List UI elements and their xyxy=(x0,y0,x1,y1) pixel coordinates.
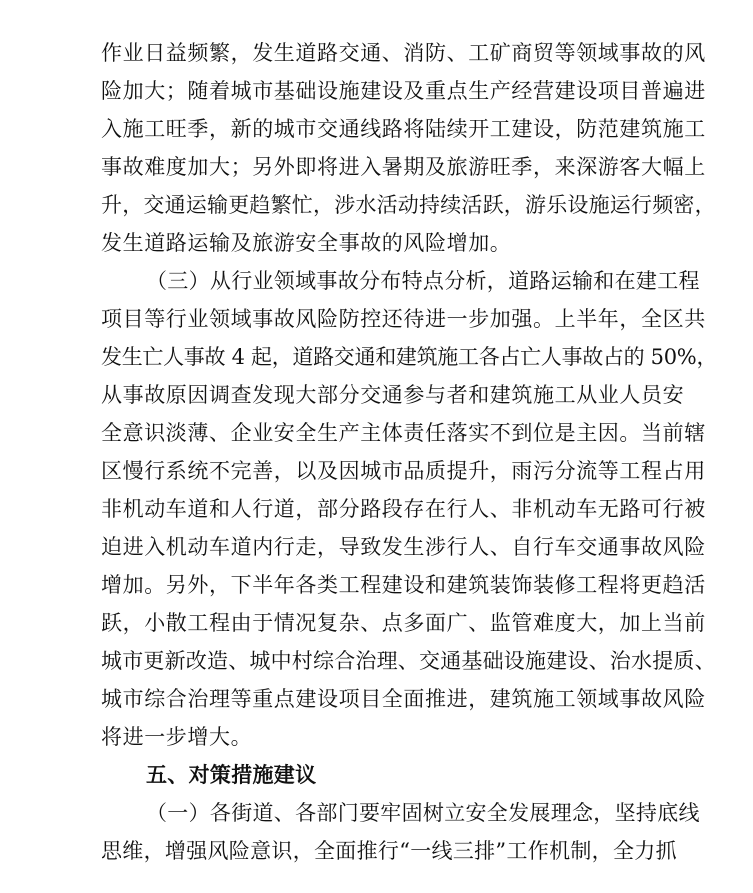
text-line: 发生亡人事故 4 起，道路交通和建筑施工各占亡人事故占的 50%， xyxy=(101,345,718,369)
paragraph-first-line: （一）各街道、各部门要牢固树立安全发展理念，坚持底线 xyxy=(146,801,700,825)
paragraph-3-first-line: （三）从行业领域事故分布特点分析，道路运输和在建工程 xyxy=(146,269,700,293)
text-line: 将进一步增大。 xyxy=(101,725,253,749)
text-line: 事故难度加大；另外即将进入暑期及旅游旺季，来深游客大幅上 xyxy=(101,155,706,179)
text-line: 城市更新改造、城中村综合治理、交通基础设施建设、治水提质、 xyxy=(101,649,716,673)
text-line: 全意识淡薄、企业安全生产主体责任落实不到位是主因。当前辖 xyxy=(101,421,706,445)
text-line: 思维，增强风险意识，全面推行“一线三排”工作机制，全力抓 xyxy=(101,839,677,863)
text-line: 险加大；随着城市基础设施建设及重点生产经营建设项目普遍进 xyxy=(101,79,706,103)
text-line: 迫进入机动车道内行走，导致发生涉行人、自行车交通事故风险 xyxy=(101,535,706,559)
section-heading: 五、对策措施建议 xyxy=(146,763,317,787)
text-line: 非机动车道和人行道，部分路段存在行人、非机动车无路可行被 xyxy=(101,497,706,521)
text-line: 从事故原因调查发现大部分交通参与者和建筑施工从业人员安 xyxy=(101,383,685,407)
text-line: 增加。另外，下半年各类工程建设和建筑装饰装修工程将更趋活 xyxy=(101,573,706,597)
text-line: 区慢行系统不完善，以及因城市品质提升，雨污分流等工程占用 xyxy=(101,459,706,483)
text-line: 作业日益频繁，发生道路交通、消防、工矿商贸等领域事故的风 xyxy=(101,41,706,65)
text-line: 发生道路运输及旅游安全事故的风险增加。 xyxy=(101,231,512,255)
text-line: 入施工旺季，新的城市交通线路将陆续开工建设，防范建筑施工 xyxy=(101,117,706,141)
text-line: 跃，小散工程由于情况复杂、点多面广、监管难度大，加上当前 xyxy=(101,611,706,635)
text-line: 升，交通运输更趋繁忙，涉水活动持续活跃，游乐设施运行频密， xyxy=(101,193,716,217)
text-line: 城市综合治理等重点建设项目全面推进，建筑施工领域事故风险 xyxy=(101,687,706,711)
text-line: 项目等行业领域事故风险防控还待进一步加强。上半年，全区共 xyxy=(101,307,706,331)
